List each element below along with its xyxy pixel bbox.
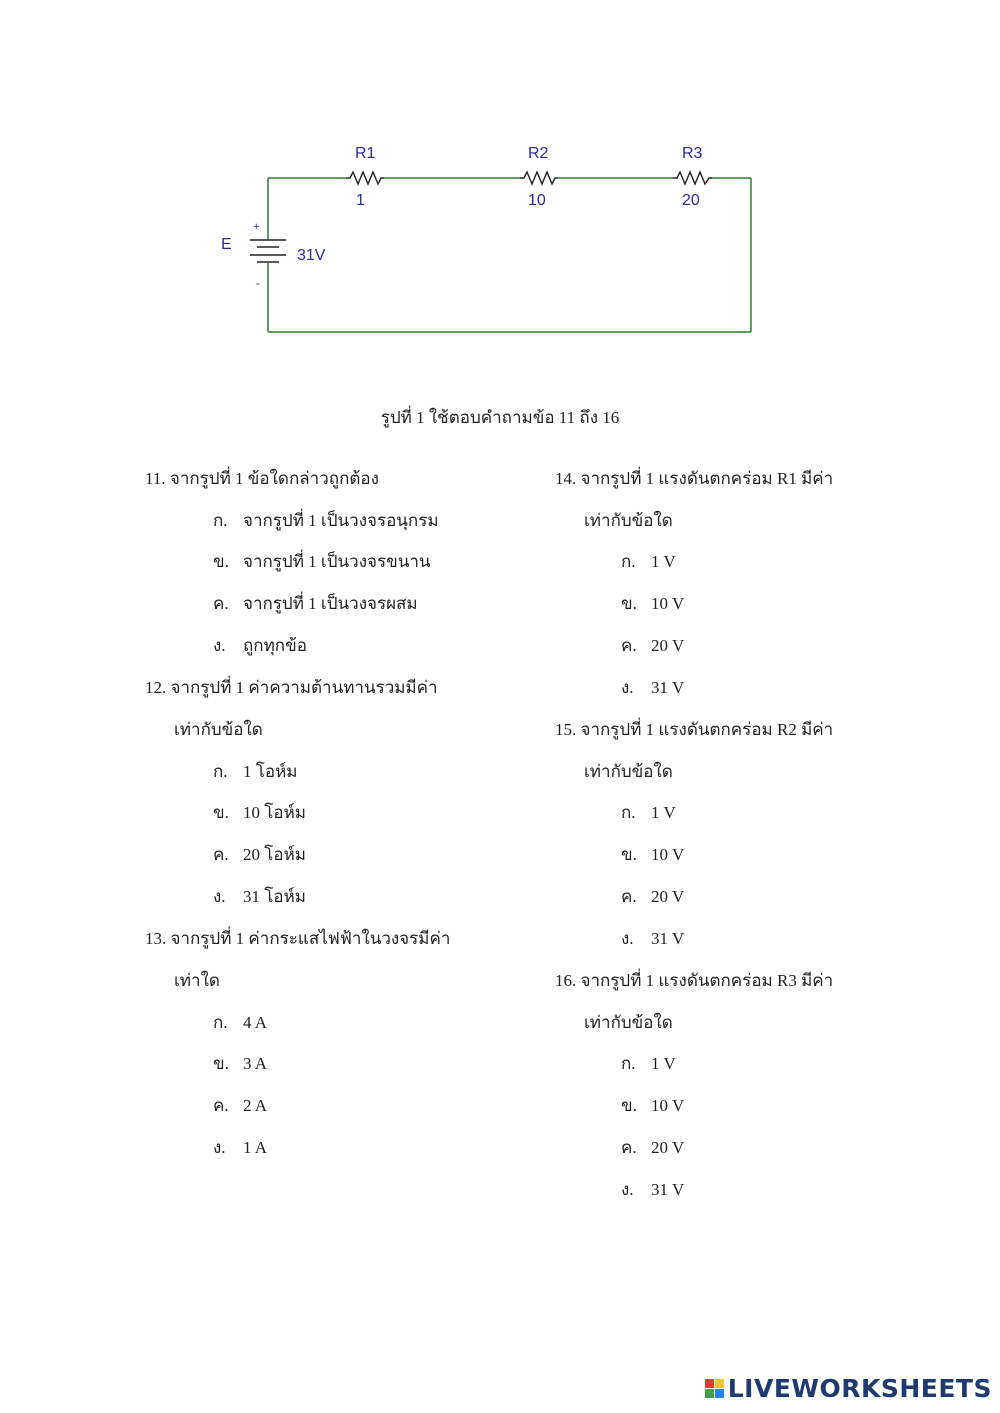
option-text: 20 โอห์ม — [243, 845, 307, 864]
option-15-c[interactable] — [621, 883, 684, 910]
battery-name: E — [221, 236, 232, 253]
r1-name: R1 — [355, 145, 376, 162]
option-label: ง. — [621, 678, 634, 697]
question-12-continued: เท่ากับข้อใด — [174, 720, 263, 739]
option-14-d[interactable] — [621, 674, 684, 701]
option-label: ค. — [213, 594, 229, 613]
option-label: ก. — [213, 511, 228, 530]
option-label: ก. — [621, 1054, 636, 1073]
option-text: จากรูปที่ 1 เป็นวงจรผสม — [243, 594, 418, 613]
resistor-r2-icon — [520, 172, 558, 184]
option-13-d[interactable] — [213, 1134, 267, 1161]
resistor-r1-icon — [346, 172, 384, 184]
circuit-diagram — [0, 0, 1000, 360]
option-text: 4 A — [243, 1013, 268, 1032]
option-label: ค. — [621, 1138, 637, 1157]
question-15-continued: เท่ากับข้อใด — [584, 762, 673, 781]
option-13-b[interactable] — [213, 1050, 267, 1077]
question-number: 15. — [555, 720, 577, 739]
option-label: ก. — [213, 762, 228, 781]
option-label: ง. — [213, 636, 226, 655]
option-label: ค. — [621, 887, 637, 906]
question-16 — [555, 967, 833, 994]
option-label: ข. — [213, 552, 229, 571]
question-12 — [145, 674, 438, 701]
option-text: 20 V — [651, 1138, 685, 1157]
option-11-d[interactable] — [213, 632, 307, 659]
option-12-b[interactable] — [213, 799, 306, 826]
option-label: ข. — [621, 594, 637, 613]
question-11 — [145, 465, 379, 492]
resistor-r3-icon — [673, 172, 712, 184]
question-number: 13. — [145, 929, 167, 948]
option-12-a[interactable] — [213, 758, 298, 785]
option-text: 1 A — [243, 1138, 268, 1157]
option-text: 1 V — [651, 1054, 676, 1073]
option-11-b[interactable] — [213, 548, 431, 575]
option-text: 10 V — [651, 845, 685, 864]
option-label: ข. — [621, 845, 637, 864]
option-13-a[interactable] — [213, 1009, 267, 1036]
option-label: ก. — [621, 552, 636, 571]
option-16-c[interactable] — [621, 1134, 684, 1161]
option-text: จากรูปที่ 1 เป็นวงจรอนุกรม — [243, 511, 439, 530]
option-16-b[interactable] — [621, 1092, 684, 1119]
option-text: 1 โอห์ม — [243, 762, 298, 781]
question-number: 16. — [555, 971, 577, 990]
circuit-wires — [268, 178, 751, 332]
option-text: 10 V — [651, 1096, 685, 1115]
option-15-b[interactable] — [621, 841, 684, 868]
option-label: ข. — [213, 1054, 229, 1073]
question-16-continued: เท่ากับข้อใด — [584, 1013, 673, 1032]
r2-value: 10 — [528, 192, 546, 209]
r2-name: R2 — [528, 145, 549, 162]
battery-plus: + — [253, 221, 260, 233]
option-16-a[interactable] — [621, 1050, 676, 1077]
option-label: ค. — [621, 636, 637, 655]
question-number: 11. — [145, 469, 166, 488]
question-13-continued: เท่าใด — [174, 971, 220, 990]
option-text: 31 โอห์ม — [243, 887, 307, 906]
r1-value: 1 — [356, 192, 365, 209]
r3-value: 20 — [682, 192, 700, 209]
question-15 — [555, 716, 833, 743]
option-14-b[interactable] — [621, 590, 684, 617]
option-text: 3 A — [243, 1054, 268, 1073]
question-text: จากรูปที่ 1 ข้อใดกล่าวถูกต้อง — [169, 469, 379, 488]
question-13 — [145, 925, 450, 952]
option-text: จากรูปที่ 1 เป็นวงจรขนาน — [243, 552, 431, 571]
option-12-c[interactable] — [213, 841, 306, 868]
option-11-c[interactable] — [213, 590, 418, 617]
option-15-d[interactable] — [621, 925, 684, 952]
option-label: ง. — [621, 929, 634, 948]
r3-name: R3 — [682, 145, 703, 162]
option-text: 2 A — [243, 1096, 268, 1115]
option-16-d[interactable] — [621, 1176, 684, 1203]
option-15-a[interactable] — [621, 799, 676, 826]
question-text: จากรูปที่ 1 แรงดันตกคร่อม R2 มีค่า — [580, 720, 834, 739]
battery-icon — [250, 240, 286, 262]
option-text: 1 V — [651, 552, 676, 571]
option-text: 31 V — [651, 929, 685, 948]
option-text: ถูกทุกข้อ — [243, 636, 307, 655]
option-label: ข. — [621, 1096, 637, 1115]
option-13-c[interactable] — [213, 1092, 267, 1119]
option-label: ค. — [213, 845, 229, 864]
option-text: 1 V — [651, 803, 676, 822]
question-text: จากรูปที่ 1 ค่ากระแสไฟฟ้าในวงจรมีค่า — [170, 929, 451, 948]
battery-minus: - — [256, 278, 260, 290]
option-text: 31 V — [651, 1180, 685, 1199]
option-label: ง. — [621, 1180, 634, 1199]
question-number: 12. — [145, 678, 167, 697]
option-label: ก. — [621, 803, 636, 822]
option-label: ค. — [213, 1096, 229, 1115]
option-label: ง. — [213, 887, 226, 906]
option-text: 10 โอห์ม — [243, 803, 307, 822]
question-number: 14. — [555, 469, 577, 488]
option-label: ก. — [213, 1013, 228, 1032]
option-text: 20 V — [651, 636, 685, 655]
question-14 — [555, 465, 833, 492]
battery-value: 31V — [297, 247, 326, 264]
option-12-d[interactable] — [213, 883, 306, 910]
option-14-c[interactable] — [621, 632, 684, 659]
option-text: 10 V — [651, 594, 685, 613]
option-text: 31 V — [651, 678, 685, 697]
option-label: ข. — [213, 803, 229, 822]
liveworksheets-logo-icon — [705, 1379, 724, 1398]
question-text: จากรูปที่ 1 ค่าความต้านทานรวมมีค่า — [170, 678, 438, 697]
question-text: จากรูปที่ 1 แรงดันตกคร่อม R3 มีค่า — [580, 971, 834, 990]
question-text: จากรูปที่ 1 แรงดันตกคร่อม R1 มีค่า — [580, 469, 834, 488]
option-label: ง. — [213, 1138, 226, 1157]
option-11-a[interactable] — [213, 507, 439, 534]
question-14-continued: เท่ากับข้อใด — [584, 511, 673, 530]
brand-name: LIVEWORKSHEETS — [727, 1374, 992, 1403]
option-text: 20 V — [651, 887, 685, 906]
figure-caption: รูปที่ 1 ใช้ตอบคำถามข้อ 11 ถึง 16 — [380, 408, 620, 427]
option-14-a[interactable] — [621, 548, 676, 575]
liveworksheets-footer[interactable] — [705, 1374, 992, 1403]
